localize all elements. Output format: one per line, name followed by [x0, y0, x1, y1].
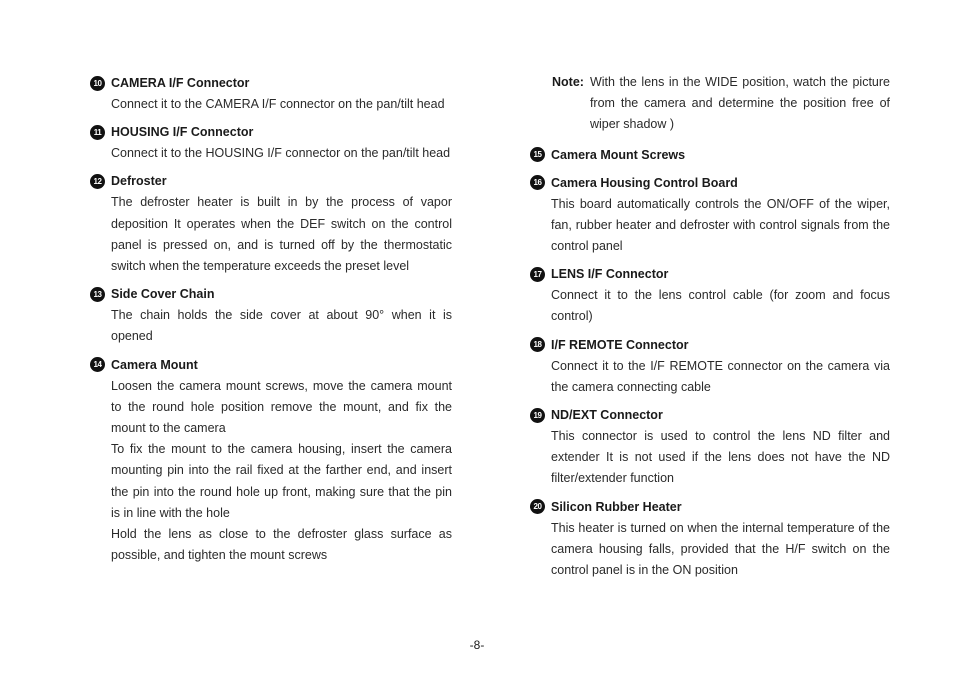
item-title: Defroster — [111, 174, 167, 189]
item-description: Loosen the camera mount screws, move the camera mount to the round hole position remove the mount, and fix the mount to the camera — [111, 378, 452, 436]
item-title: Side Cover Chain — [111, 287, 215, 302]
item-number-badge: 10 — [90, 76, 105, 91]
note-text: With the lens in the WIDE position, watch the picture from the camera and determine the position free of wiper shadow ) — [589, 75, 890, 132]
item-title: Camera Mount — [111, 357, 198, 372]
item-number-badge: 20 — [530, 499, 545, 514]
item-description: Connect it to the lens control cable (for zoom and focus control) — [551, 288, 890, 324]
item-title: Camera Mount Screws — [551, 147, 686, 162]
item-side-cover-chain — [90, 283, 452, 347]
item-number-badge: 12 — [90, 174, 105, 189]
item-camera-if-connector — [90, 72, 452, 115]
item-if-remote-connector — [530, 334, 890, 398]
right-column — [530, 72, 890, 587]
item-title: CAMERA I/F Connector — [111, 76, 250, 90]
item-number-badge: 17 — [530, 267, 545, 282]
item-silicon-rubber-heater — [530, 496, 890, 582]
item-number-badge: 15 — [530, 147, 545, 162]
item-camera-mount — [90, 354, 452, 567]
item-camera-housing-control-board — [530, 172, 890, 258]
item-title: Camera Housing Control Board — [551, 175, 738, 190]
item-number-badge: 16 — [530, 175, 545, 190]
left-column — [90, 72, 452, 572]
item-description: Connect it to the I/F REMOTE connector on the camera via the camera connecting cable — [551, 358, 890, 394]
item-number-badge: 18 — [530, 337, 545, 352]
item-housing-if-connector — [90, 121, 452, 164]
page-number: -8- — [469, 638, 485, 652]
item-description: The chain holds the side cover at about 90° when it is opened — [111, 308, 452, 344]
note — [552, 72, 890, 136]
item-description: Connect it to the CAMERA I/F connector on the pan/tilt head — [111, 97, 445, 111]
item-description: The defroster heater is built in by the process of vapor deposition It operates when the DEF switch on the control panel is pressed on, and is turned off by the thermostatic switch when the temperature exceeds the preset level — [111, 195, 452, 274]
item-description: Hold the lens as close to the defroster glass surface as possible, and tighten the mount screws — [111, 527, 452, 563]
item-description: This heater is turned on when the internal temperature of the camera housing falls, provided that the H/F switch on the control panel is in the ON position — [551, 520, 890, 578]
item-defroster — [90, 170, 452, 277]
item-description: Connect it to the HOUSING I/F connector on the pan/tilt head — [111, 146, 451, 161]
item-lens-if-connector — [530, 263, 890, 327]
item-number-badge: 19 — [530, 408, 545, 423]
item-nd-ext-connector — [530, 404, 890, 490]
item-number-badge: 11 — [90, 125, 105, 140]
item-camera-mount-screws — [530, 144, 890, 166]
item-title: ND/EXT Connector — [551, 408, 663, 423]
item-number-badge: 14 — [90, 357, 105, 372]
item-title: LENS I/F Connector — [551, 267, 669, 282]
item-title: HOUSING I/F Connector — [111, 125, 254, 140]
note-label: Note: — [552, 75, 584, 89]
item-title: I/F REMOTE Connector — [551, 337, 689, 352]
item-description: This board automatically controls the ON/OFF of the wiper, fan, rubber heater and defroster with control signals from the control panel — [551, 196, 890, 254]
item-number-badge: 13 — [90, 287, 105, 302]
item-description: To fix the mount to the camera housing, insert the camera mounting pin into the rail fixed at the farther end, and insert the pin into the round hole up front, making sure that the pin is in line with the hole — [111, 442, 452, 520]
item-title: Silicon Rubber Heater — [551, 499, 682, 514]
item-description: This connector is used to control the lens ND filter and extender It is not used if the lens does not have the ND filter/extender function — [551, 429, 890, 486]
